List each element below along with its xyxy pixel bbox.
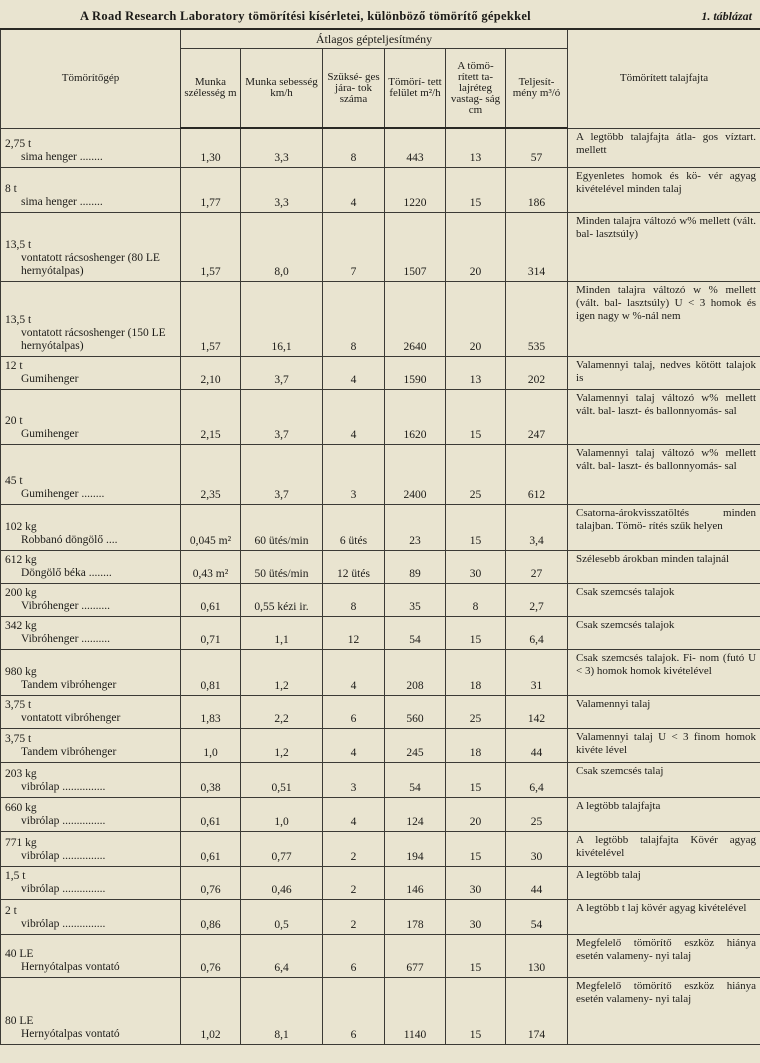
cell-width: 0,76 — [181, 934, 241, 977]
table-row — [1, 281, 760, 356]
cell-perf: 27 — [506, 550, 568, 583]
cell-width: 1,02 — [181, 977, 241, 1044]
cell-soil: A legtöbb talajfajta — [568, 797, 760, 831]
cell-width: 2,35 — [181, 444, 241, 504]
header-width: Munka szélesség m — [181, 49, 241, 129]
cell-perf: 44 — [506, 728, 568, 762]
table-row — [1, 934, 760, 977]
cell-area: 178 — [385, 899, 446, 934]
cell-depth: 15 — [446, 389, 506, 444]
cell-speed: 3,3 — [241, 167, 323, 212]
cell-width: 1,57 — [181, 212, 241, 281]
cell-speed: 6,4 — [241, 934, 323, 977]
machine-weight: 102 kg — [5, 520, 37, 533]
machine-cell — [1, 281, 181, 356]
cell-soil: A legtöbb talaj — [568, 866, 760, 899]
cell-passes: 3 — [323, 762, 385, 797]
cell-speed: 3,3 — [241, 128, 323, 167]
cell-soil: Valamennyi talaj U < 3 finom homok kivéte lével — [568, 728, 760, 762]
machine-cell — [1, 831, 181, 866]
cell-passes: 2 — [323, 899, 385, 934]
cell-passes: 6 — [323, 695, 385, 728]
cell-area: 2640 — [385, 281, 446, 356]
machine-weight: 8 t — [5, 182, 17, 195]
cell-area: 54 — [385, 616, 446, 649]
header-speed: Munka sebesség km/h — [241, 49, 323, 129]
cell-depth: 20 — [446, 797, 506, 831]
cell-area: 1220 — [385, 167, 446, 212]
cell-speed: 3,7 — [241, 356, 323, 389]
cell-area: 560 — [385, 695, 446, 728]
cell-passes: 7 — [323, 212, 385, 281]
cell-width: 2,15 — [181, 389, 241, 444]
machine-cell — [1, 550, 181, 583]
cell-depth: 15 — [446, 977, 506, 1044]
cell-speed: 0,51 — [241, 762, 323, 797]
compaction-table — [0, 28, 760, 1045]
cell-passes: 4 — [323, 356, 385, 389]
table-body — [1, 128, 760, 1044]
cell-passes: 12 ütés — [323, 550, 385, 583]
machine-name: Gumihenger — [21, 427, 79, 440]
machine-weight: 3,75 t — [5, 732, 32, 745]
cell-soil: Csak szemcsés talajok. Fi- nom (futó U < 3) homok homok kivételével — [568, 649, 760, 695]
cell-speed: 8,0 — [241, 212, 323, 281]
cell-speed: 0,77 — [241, 831, 323, 866]
cell-passes: 12 — [323, 616, 385, 649]
cell-soil: Egyenletes homok és kö- vér agyag kivételével minden talaj — [568, 167, 760, 212]
machine-weight: 3,75 t — [5, 698, 32, 711]
machine-cell — [1, 899, 181, 934]
cell-width: 0,43 m² — [181, 550, 241, 583]
cell-area: 54 — [385, 762, 446, 797]
table-number: 1. táblázat — [701, 9, 752, 23]
cell-perf: 30 — [506, 831, 568, 866]
header-performance: Teljesít- mény m³/ó — [506, 49, 568, 129]
cell-soil: Valamennyi talaj változó w% mellett vált. bal- laszt- és ballonnyomás- sal — [568, 389, 760, 444]
cell-perf: 57 — [506, 128, 568, 167]
cell-area: 35 — [385, 583, 446, 616]
cell-passes: 8 — [323, 281, 385, 356]
cell-width: 0,61 — [181, 831, 241, 866]
cell-width: 1,0 — [181, 728, 241, 762]
machine-weight: 13,5 t — [5, 313, 32, 326]
table-row — [1, 977, 760, 1044]
cell-area: 2400 — [385, 444, 446, 504]
cell-depth: 13 — [446, 128, 506, 167]
machine-weight: 45 t — [5, 474, 23, 487]
machine-cell — [1, 616, 181, 649]
machine-name: sima henger ........ — [21, 195, 103, 208]
machine-name: Vibróhenger .......... — [21, 599, 111, 612]
cell-area: 89 — [385, 550, 446, 583]
machine-name: Döngölő béka ........ — [21, 566, 112, 579]
cell-speed: 0,5 — [241, 899, 323, 934]
cell-perf: 6,4 — [506, 762, 568, 797]
cell-width: 0,61 — [181, 583, 241, 616]
cell-perf: 202 — [506, 356, 568, 389]
table-row — [1, 444, 760, 504]
machine-weight: 13,5 t — [5, 238, 32, 251]
cell-width: 0,71 — [181, 616, 241, 649]
cell-perf: 612 — [506, 444, 568, 504]
machine-weight: 80 LE — [5, 1014, 34, 1027]
table-row — [1, 167, 760, 212]
cell-passes: 8 — [323, 583, 385, 616]
machine-name: vibrólap ............... — [21, 814, 106, 827]
cell-depth: 25 — [446, 695, 506, 728]
cell-perf: 3,4 — [506, 504, 568, 550]
machine-weight: 20 t — [5, 414, 23, 427]
header-group-performance: Átlagos gépteljesítmény — [181, 29, 568, 49]
cell-speed: 0,46 — [241, 866, 323, 899]
cell-perf: 130 — [506, 934, 568, 977]
cell-soil: Valamennyi talaj — [568, 695, 760, 728]
machine-weight: 2 t — [5, 904, 17, 917]
machine-cell — [1, 695, 181, 728]
cell-area: 1140 — [385, 977, 446, 1044]
machine-name: Tandem vibróhenger — [21, 745, 117, 758]
machine-cell — [1, 977, 181, 1044]
cell-perf: 6,4 — [506, 616, 568, 649]
header-area: Tömörí- tett felület m²/h — [385, 49, 446, 129]
cell-soil: Valamennyi talaj, nedves kötött talajok is — [568, 356, 760, 389]
cell-depth: 15 — [446, 762, 506, 797]
machine-cell — [1, 444, 181, 504]
cell-soil: A legtöbb t laj kövér agyag kivételével — [568, 899, 760, 934]
cell-perf: 31 — [506, 649, 568, 695]
cell-speed: 3,7 — [241, 389, 323, 444]
cell-width: 0,61 — [181, 797, 241, 831]
cell-passes: 4 — [323, 389, 385, 444]
machine-cell — [1, 167, 181, 212]
table-row — [1, 762, 760, 797]
machine-cell — [1, 649, 181, 695]
machine-cell — [1, 797, 181, 831]
machine-name: vibrólap ............... — [21, 917, 106, 930]
cell-passes: 2 — [323, 866, 385, 899]
cell-depth: 30 — [446, 550, 506, 583]
cell-area: 1620 — [385, 389, 446, 444]
cell-perf: 535 — [506, 281, 568, 356]
cell-passes: 3 — [323, 444, 385, 504]
machine-name: vibrólap ............... — [21, 780, 106, 793]
cell-speed: 2,2 — [241, 695, 323, 728]
machine-name: Gumihenger ........ — [21, 487, 105, 500]
machine-name: vontatott vibróhenger — [21, 711, 121, 724]
cell-soil: Szélesebb árokban minden talajnál — [568, 550, 760, 583]
cell-passes: 6 ütés — [323, 504, 385, 550]
cell-depth: 20 — [446, 212, 506, 281]
cell-depth: 20 — [446, 281, 506, 356]
cell-perf: 2,7 — [506, 583, 568, 616]
machine-cell — [1, 728, 181, 762]
cell-passes: 4 — [323, 728, 385, 762]
cell-area: 1590 — [385, 356, 446, 389]
table-row — [1, 616, 760, 649]
machine-name: Tandem vibróhenger — [21, 678, 117, 691]
cell-area: 146 — [385, 866, 446, 899]
machine-cell — [1, 356, 181, 389]
cell-width: 0,81 — [181, 649, 241, 695]
cell-area: 194 — [385, 831, 446, 866]
cell-perf: 314 — [506, 212, 568, 281]
cell-width: 1,83 — [181, 695, 241, 728]
machine-name: vontatott rácsoshenger (80 LE hernyótalpas) — [21, 251, 160, 277]
machine-cell — [1, 212, 181, 281]
machine-cell — [1, 389, 181, 444]
cell-area: 245 — [385, 728, 446, 762]
machine-cell — [1, 128, 181, 167]
cell-soil: Minden talajra változó w % mellett (vált. bal- lasztsúly) U < 3 homok és igen nagy w %-nál nem — [568, 281, 760, 356]
cell-speed: 1,2 — [241, 728, 323, 762]
machine-weight: 200 kg — [5, 586, 37, 599]
cell-width: 0,38 — [181, 762, 241, 797]
cell-speed: 1,1 — [241, 616, 323, 649]
machine-name: Robbanó döngölő .... — [21, 533, 118, 546]
cell-width: 0,045 m² — [181, 504, 241, 550]
cell-width: 1,77 — [181, 167, 241, 212]
machine-weight: 2,75 t — [5, 137, 32, 150]
machine-name: Gumihenger — [21, 372, 79, 385]
cell-perf: 174 — [506, 977, 568, 1044]
machine-cell — [1, 504, 181, 550]
table-row — [1, 797, 760, 831]
machine-name: sima henger ........ — [21, 150, 103, 163]
cell-perf: 247 — [506, 389, 568, 444]
cell-soil: Megfelelő tömörítő eszköz hiánya esetén valameny- nyi talaj — [568, 977, 760, 1044]
machine-weight: 612 kg — [5, 553, 37, 566]
machine-weight: 12 t — [5, 359, 23, 372]
machine-weight: 660 kg — [5, 801, 37, 814]
machine-weight: 342 kg — [5, 619, 37, 632]
table-title: A Road Research Laboratory tömörítési kísérletei, különböző tömörítő gépekkel — [80, 9, 531, 23]
cell-soil: Megfelelő tömörítő eszköz hiánya esetén valameny- nyi talaj — [568, 934, 760, 977]
cell-soil: A legtöbb talajfajta átla- gos víztart. mellett — [568, 128, 760, 167]
cell-speed: 50 ütés/min — [241, 550, 323, 583]
machine-weight: 980 kg — [5, 665, 37, 678]
cell-width: 1,57 — [181, 281, 241, 356]
cell-depth: 25 — [446, 444, 506, 504]
machine-name: vibrólap ............... — [21, 882, 106, 895]
cell-area: 124 — [385, 797, 446, 831]
cell-soil: Minden talajra változó w% mellett (vált. bal- lasztsúly) — [568, 212, 760, 281]
table-row — [1, 899, 760, 934]
cell-depth: 8 — [446, 583, 506, 616]
cell-area: 208 — [385, 649, 446, 695]
cell-perf: 25 — [506, 797, 568, 831]
machine-name: vontatott rácsoshenger (150 LE hernyótalpas) — [21, 326, 166, 352]
machine-weight: 1,5 t — [5, 869, 26, 882]
table-row — [1, 649, 760, 695]
cell-width: 1,30 — [181, 128, 241, 167]
cell-passes: 8 — [323, 128, 385, 167]
table-row — [1, 550, 760, 583]
table-row — [1, 866, 760, 899]
machine-name: Vibróhenger .......... — [21, 632, 111, 645]
cell-soil: A legtöbb talajfajta Kövér agyag kivételével — [568, 831, 760, 866]
cell-soil: Csak szemcsés talaj — [568, 762, 760, 797]
cell-passes: 4 — [323, 167, 385, 212]
cell-depth: 30 — [446, 866, 506, 899]
header-depth: A tömö- rített ta- lajréteg vastag- ság cm — [446, 49, 506, 129]
cell-depth: 13 — [446, 356, 506, 389]
table-row — [1, 389, 760, 444]
title-row — [0, 0, 760, 28]
cell-soil: Csatorna-árokvisszatöltés minden talajban. Tömö- rítés szűk helyen — [568, 504, 760, 550]
cell-perf: 186 — [506, 167, 568, 212]
cell-depth: 15 — [446, 504, 506, 550]
machine-weight: 203 kg — [5, 767, 37, 780]
machine-cell — [1, 583, 181, 616]
machine-weight: 771 kg — [5, 836, 37, 849]
cell-area: 677 — [385, 934, 446, 977]
cell-area: 1507 — [385, 212, 446, 281]
cell-depth: 18 — [446, 649, 506, 695]
cell-depth: 15 — [446, 934, 506, 977]
cell-speed: 16,1 — [241, 281, 323, 356]
table-row — [1, 728, 760, 762]
cell-depth: 15 — [446, 616, 506, 649]
header-passes: Szüksé- ges jára- tok száma — [323, 49, 385, 129]
table-row — [1, 583, 760, 616]
cell-speed: 0,55 kézi ir. — [241, 583, 323, 616]
cell-area: 23 — [385, 504, 446, 550]
cell-speed: 60 ütés/min — [241, 504, 323, 550]
cell-soil: Csak szemcsés talajok — [568, 583, 760, 616]
cell-depth: 30 — [446, 899, 506, 934]
machine-cell — [1, 762, 181, 797]
machine-name: Hernyótalpas vontató — [21, 960, 120, 973]
cell-passes: 4 — [323, 649, 385, 695]
table-row — [1, 356, 760, 389]
machine-cell — [1, 866, 181, 899]
cell-perf: 44 — [506, 866, 568, 899]
cell-soil: Csak szemcsés talajok — [568, 616, 760, 649]
cell-width: 0,76 — [181, 866, 241, 899]
table-row — [1, 695, 760, 728]
cell-width: 0,86 — [181, 899, 241, 934]
cell-width: 2,10 — [181, 356, 241, 389]
cell-passes: 2 — [323, 831, 385, 866]
cell-speed: 8,1 — [241, 977, 323, 1044]
header-machine: Tömörítőgép — [1, 29, 181, 128]
cell-area: 443 — [385, 128, 446, 167]
cell-soil: Valamennyi talaj változó w% mellett vált. bal- laszt- és ballonnyomás- sal — [568, 444, 760, 504]
cell-passes: 6 — [323, 934, 385, 977]
cell-passes: 6 — [323, 977, 385, 1044]
table-row — [1, 831, 760, 866]
machine-name: vibrólap ............... — [21, 849, 106, 862]
cell-depth: 15 — [446, 831, 506, 866]
machine-name: Hernyótalpas vontató — [21, 1027, 120, 1040]
cell-perf: 142 — [506, 695, 568, 728]
table-row — [1, 504, 760, 550]
cell-perf: 54 — [506, 899, 568, 934]
cell-depth: 18 — [446, 728, 506, 762]
cell-speed: 1,2 — [241, 649, 323, 695]
cell-depth: 15 — [446, 167, 506, 212]
table-row — [1, 212, 760, 281]
machine-weight: 40 LE — [5, 947, 34, 960]
cell-speed: 1,0 — [241, 797, 323, 831]
table-row — [1, 128, 760, 167]
header-soil: Tömörített talajfajta — [568, 29, 760, 128]
cell-speed: 3,7 — [241, 444, 323, 504]
cell-passes: 4 — [323, 797, 385, 831]
machine-cell — [1, 934, 181, 977]
